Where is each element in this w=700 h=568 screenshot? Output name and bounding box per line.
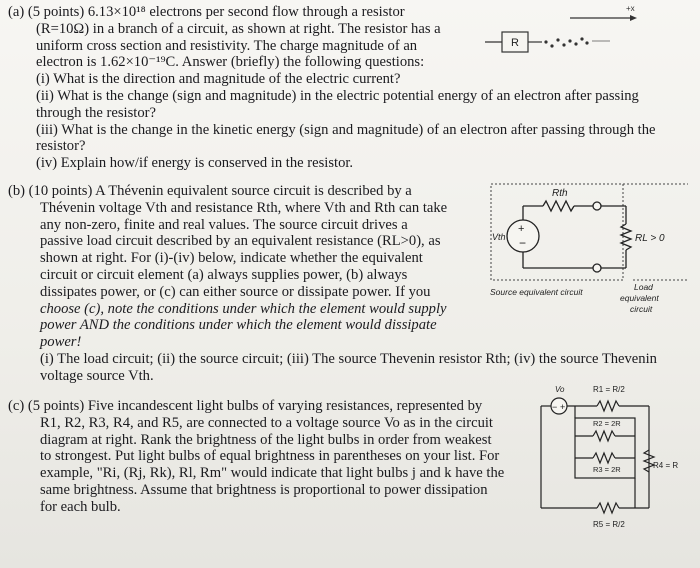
part-a-line: (a) (5 points) 6.13×10¹⁸ electrons per second flow through a resistor (8, 4, 405, 20)
svg-text:−: − (519, 236, 527, 250)
r5-resistor (597, 503, 619, 513)
part-b-line: (i) The load circuit; (ii) the source circuit; (iii) The source Thevenin resistor Rth; (iv) the source Thevenin (40, 350, 657, 367)
r3-label: R3 = 2R (593, 465, 621, 474)
svg-text:−: − (552, 402, 558, 412)
part-b-line: (b) (10 points) A Thévenin equivalent source circuit is described by a (8, 183, 412, 199)
part-b-line: voltage source Vth. (40, 367, 154, 384)
vth-label: Vth (492, 232, 506, 242)
resistor-figure (480, 0, 700, 60)
part-a-line: resistor? (36, 138, 86, 155)
bulb-circuit-figure (535, 380, 700, 540)
arrowhead-icon (630, 15, 637, 21)
part-a-line: electron is 1.62×10⁻¹⁹C. Answer (briefly) the following questions: (36, 54, 425, 71)
thevenin-figure (488, 176, 700, 326)
load-caption-3: circuit (630, 304, 653, 314)
part-b-line: any non-zero, finite and real values. The source circuit drives a (40, 216, 408, 233)
r3-resistor (593, 453, 615, 463)
part-c-line: for each bulb. (40, 498, 121, 515)
part-a-line: uniform cross section and resistivity. The charge magnitude of an (36, 37, 418, 54)
part-b-line: power AND the conditions under which the element would dissipate (40, 317, 437, 334)
rl-label: RL > 0 (635, 233, 665, 244)
part-c-line: example, "Ri, (Rj, Rk), Rl, Rm" would indicate that light bulbs j and k have the (40, 465, 505, 482)
part-a-line: (i) What is the direction and magnitude of the electric current? (36, 71, 401, 88)
electron-dots (544, 37, 588, 47)
r2-label: R2 = 2R (593, 419, 621, 428)
terminal-top (593, 202, 601, 210)
part-b-line: Thévenin voltage Vth and resistance Rth, where Vth and Rth can take (40, 199, 448, 216)
part-a-line: through the resistor? (36, 104, 156, 121)
part-c-line: to strongest. Put light bulbs of equal brightness in parentheses on your list. For (40, 448, 500, 465)
part-a-text (8, 4, 656, 172)
svg-text:+: + (518, 223, 525, 235)
part-b-line: choose (c), note the conditions under which the element would supply (40, 300, 447, 317)
part-c-text (8, 398, 538, 516)
source-caption: Source equivalent circuit (490, 287, 583, 297)
part-c-line: diagram at right. Rank the brightness of the light bulbs in order from weakest (40, 431, 492, 448)
vo-label: Vo (555, 385, 565, 394)
rth-label: Rth (552, 188, 568, 199)
part-b-line: passive load circuit described by an equivalent resistance (RL>0), as (40, 233, 441, 250)
r2-resistor (593, 431, 615, 441)
part-a-line: (iii) What is the change in the kinetic energy (sign and magnitude) of an electron after passing through the (36, 121, 656, 138)
part-c-line: (c) (5 points) Five incandescent light bulbs of varying resistances, represented by (8, 398, 483, 414)
part-a-line: (R=10Ω) in a branch of a circuit, as shown at right. The resistor has a (36, 20, 441, 37)
part-b-line: circuit or circuit element (a) always supplies power, (b) always (40, 266, 408, 283)
part-a-line: (iv) Explain how/if energy is conserved in the resistor. (36, 155, 354, 172)
axis-label: +x (626, 4, 635, 13)
part-c-line: same brightness. Assume that brightness is proportional to power dissipation (40, 481, 488, 498)
resistor-label: R (511, 37, 519, 49)
rth-resistor (543, 201, 574, 211)
r1-label: R1 = R/2 (593, 385, 625, 394)
r1-resistor (597, 401, 619, 411)
terminal-bottom (593, 264, 601, 272)
r5-label: R5 = R/2 (593, 520, 625, 529)
load-caption-2: equivalent (620, 293, 659, 303)
part-a-line: (ii) What is the change (sign and magnitude) in the electric potential energy of an electron after passing (36, 87, 639, 104)
part-b-line: shown at right. For (i)-(iv) below, indicate whether the equivalent (40, 250, 423, 267)
part-c-line: R1, R2, R3, R4, and R5, are connected to a voltage source Vo as in the circuit (40, 414, 493, 431)
r4-label: R4 = R (653, 461, 679, 470)
svg-text:+: + (560, 402, 566, 412)
part-b-line: power! (40, 334, 82, 351)
load-caption-1: Load (634, 282, 653, 292)
part-b-line: dissipates power, or (c) can either source or dissipate power. If you (40, 283, 431, 300)
